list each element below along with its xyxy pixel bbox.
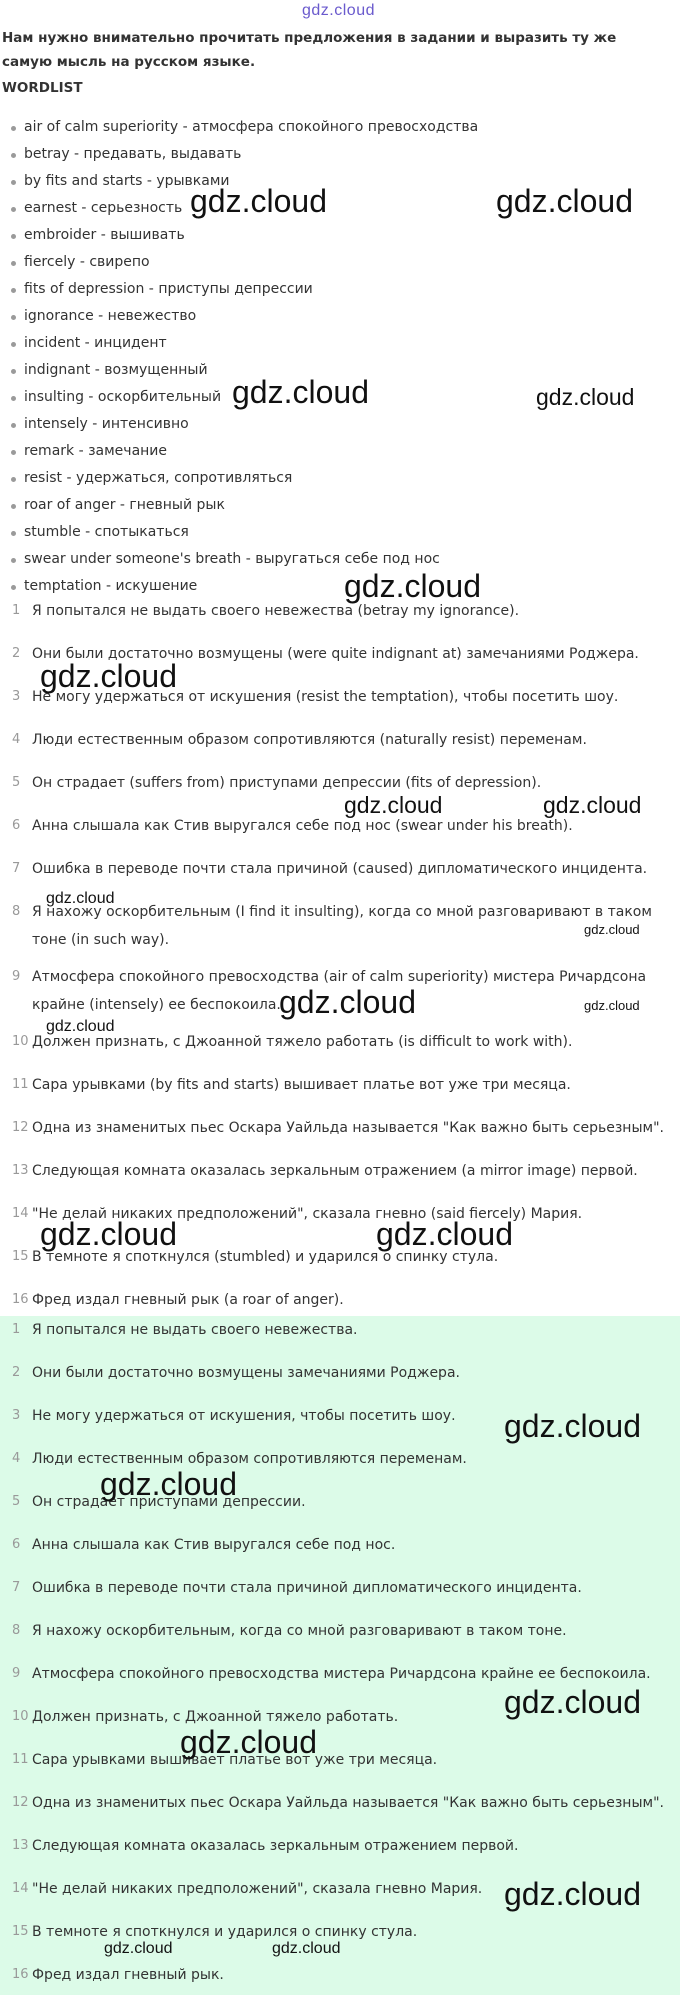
wordlist-item-text: insulting - оскорбительный [24,389,222,405]
watermark: gdz.cloud [279,984,416,1020]
wordlist-item [0,222,478,249]
bullet-icon [11,261,16,266]
item-number: 11 [12,1077,29,1092]
item-text: В темноте я споткнулся и ударился о спинку стула. [32,1924,418,1940]
item-number: 13 [12,1163,29,1178]
wordlist-item-text: indignant - возмущенный [24,362,208,378]
bullet-icon [11,315,16,320]
item-number: 6 [12,1537,21,1552]
watermark: gdz.cloud [376,1216,513,1252]
watermark: gdz.cloud [232,374,369,410]
item-text: Я нахожу оскорбительным (I find it insulting), когда со мной разговаривают в таком тоне (in such way). [32,904,652,948]
item-text: Не могу удержаться от искушения (resist the temptation), чтобы посетить шоу. [32,689,619,705]
item-number: 3 [12,1408,21,1423]
wordlist-item [0,249,478,276]
item-number: 14 [12,1881,29,1896]
item-text: Они были достаточно возмущены (were quite indignant at) замечаниями Роджера. [32,646,639,662]
wordlist-item-text: fits of depression - приступы депрессии [24,281,313,297]
wordlist-item-text: embroider - вышивать [24,227,185,243]
wordlist-item [0,303,478,330]
bullet-icon [11,180,16,185]
wordlist-item-text: temptation - искушение [24,578,198,594]
item-number: 2 [12,1365,21,1380]
item-text: Атмосфера спокойного превосходства мистера Ричардсона крайне ее беспокоила. [32,1666,651,1682]
item-number: 4 [12,732,21,747]
bullet-icon [11,531,16,536]
wordlist-item-text: intensely - интенсивно [24,416,189,432]
item-number: 7 [12,861,21,876]
watermark: gdz.cloud [190,183,327,219]
item-number: 9 [12,1666,21,1681]
wordlist-item [0,411,478,438]
item-number: 6 [12,818,21,833]
watermark: gdz.cloud [46,890,115,907]
watermark: gdz.cloud [496,183,633,219]
item-text: Одна из знаменитых пьес Оскара Уайльда называется "Как важно быть серьезным". [32,1795,664,1811]
bullet-icon [11,288,16,293]
bullet-icon [11,153,16,158]
item-number: 8 [12,904,21,919]
item-number: 5 [12,1494,21,1509]
wordlist-item [0,465,478,492]
bullet-icon [11,477,16,482]
watermark: gdz.cloud [104,1940,173,1957]
bullet-icon [11,207,16,212]
item-text: Должен признать, с Джоанной тяжело работать (is difficult to work with). [32,1034,573,1050]
watermark: gdz.cloud [344,792,443,818]
wordlist-item [0,114,478,141]
wordlist-item-text: ignorance - невежество [24,308,197,324]
item-number: 1 [12,603,21,618]
item-text: Анна слышала как Стив выругался себе под нос (swear under his breath). [32,818,573,834]
wordlist-item-text: earnest - серьезность [24,200,183,216]
watermark: gdz.cloud [100,1466,237,1502]
bullet-icon [11,450,16,455]
item-number: 16 [12,1967,29,1982]
item-number: 16 [12,1292,29,1307]
wordlist-item-text: betray - предавать, выдавать [24,146,242,162]
wordlist-item-text: incident - инцидент [24,335,167,351]
item-text: "Не делай никаких предположений", сказала гневно Мария. [32,1881,483,1897]
item-text: Люди естественным образом сопротивляются переменам. [32,1451,467,1467]
item-number: 15 [12,1249,29,1264]
watermark: gdz.cloud [504,1876,641,1912]
watermark: gdz.cloud [344,568,481,604]
bullet-icon [11,234,16,239]
watermark: gdz.cloud [504,1408,641,1444]
item-text: Следующая комната оказалась зеркальным отражением (a mirror image) первой. [32,1163,638,1179]
bullet-icon [11,126,16,131]
item-text: Атмосфера спокойного превосходства (air of calm superiority) мистера Ричардсона крайне (intensely) ее беспокоила. [32,969,647,1013]
item-number: 7 [12,1580,21,1595]
item-number: 13 [12,1838,29,1853]
bullet-icon [11,504,16,509]
wordlist-item-text: roar of anger - гневный рык [24,497,225,513]
bullet-icon [11,423,16,428]
wordlist-item [0,276,478,303]
wordlist-item [0,438,478,465]
watermark: gdz.cloud [46,1018,115,1035]
wordlist-item-text: by fits and starts - урывками [24,173,230,189]
item-text: Анна слышала как Стив выругался себе под нос. [32,1537,396,1553]
wordlist-item-text: remark - замечание [24,443,168,459]
item-number: 11 [12,1752,29,1767]
watermark: gdz.cloud [536,384,635,410]
item-text: Должен признать, с Джоанной тяжело работать. [32,1709,399,1725]
item-text: Я попытался не выдать своего невежества. [32,1322,358,1338]
item-number: 15 [12,1924,29,1939]
item-text: Он страдает приступами депрессии. [32,1494,306,1510]
item-number: 4 [12,1451,21,1466]
item-text: Люди естественным образом сопротивляются (naturally resist) переменам. [32,732,587,748]
wordlist-item-text: air of calm superiority - атмосфера спокойного превосходства [24,119,479,135]
item-text: Сара урывками вышивает платье вот уже три месяца. [32,1752,438,1768]
item-number: 3 [12,689,21,704]
item-text: Они были достаточно возмущены замечаниями Роджера. [32,1365,460,1381]
item-text: Ошибка в переводе почти стала причиной (caused) дипломатического инцидента. [32,861,648,877]
wordlist-item [0,330,478,357]
item-text: Не могу удержаться от искушения, чтобы посетить шоу. [32,1408,456,1424]
item-text: Сара урывками (by fits and starts) вышивает платье вот уже три месяца. [32,1077,571,1093]
wordlist-item [0,492,478,519]
item-number: 9 [12,969,21,984]
wordlist-title: WORDLIST [2,80,83,96]
item-number: 14 [12,1206,29,1221]
item-text: Фред издал гневный рык (a roar of anger). [32,1292,344,1308]
site-logo[interactable]: gdz.cloud [302,2,375,19]
wordlist-item-text: swear under someone's breath - выругаться себе под нос [24,551,440,567]
item-number: 10 [12,1034,29,1049]
watermark: gdz.cloud [504,1684,641,1720]
item-text: Ошибка в переводе почти стала причиной дипломатического инцидента. [32,1580,582,1596]
bullet-icon [11,558,16,563]
item-number: 12 [12,1795,29,1810]
item-text: Следующая комната оказалась зеркальным отражением первой. [32,1838,519,1854]
wordlist-item-text: stumble - спотыкаться [24,524,189,540]
watermark: gdz.cloud [40,1216,177,1252]
item-text: Фред издал гневный рык. [32,1967,224,1983]
watermark: gdz.cloud [180,1724,317,1760]
item-number: 5 [12,775,21,790]
item-number: 10 [12,1709,29,1724]
bullet-icon [11,585,16,590]
task-instruction: Нам нужно внимательно прочитать предложения в задании и выразить ту же самую мысль на русском языке. [2,30,617,70]
item-text: В темноте я споткнулся (stumbled) и ударился о спинку стула. [32,1249,499,1265]
watermark: gdz.cloud [584,998,640,1013]
item-number: 12 [12,1120,29,1135]
bullet-icon [11,369,16,374]
item-text: "Не делай никаких предположений", сказала гневно (said fiercely) Мария. [32,1206,583,1222]
wordlist-item [0,519,478,546]
watermark: gdz.cloud [543,792,642,818]
item-text: Одна из знаменитых пьес Оскара Уайльда называется "Как важно быть серьезным". [32,1120,664,1136]
bullet-icon [11,342,16,347]
watermark: gdz.cloud [272,1940,341,1957]
item-number: 2 [12,646,21,661]
item-number: 8 [12,1623,21,1638]
item-text: Я нахожу оскорбительным, когда со мной разговаривают в таком тоне. [32,1623,567,1639]
item-text: Я попытался не выдать своего невежества (betray my ignorance). [32,603,520,619]
item-text: Он страдает (suffers from) приступами депрессии (fits of depression). [32,775,542,791]
wordlist-item [0,141,478,168]
watermark: gdz.cloud [584,922,640,937]
item-number: 1 [12,1322,21,1337]
bullet-icon [11,396,16,401]
watermark: gdz.cloud [40,658,177,694]
wordlist-item-text: resist - удержаться, сопротивляться [24,470,293,486]
wordlist-item-text: fiercely - свирепо [24,254,150,270]
